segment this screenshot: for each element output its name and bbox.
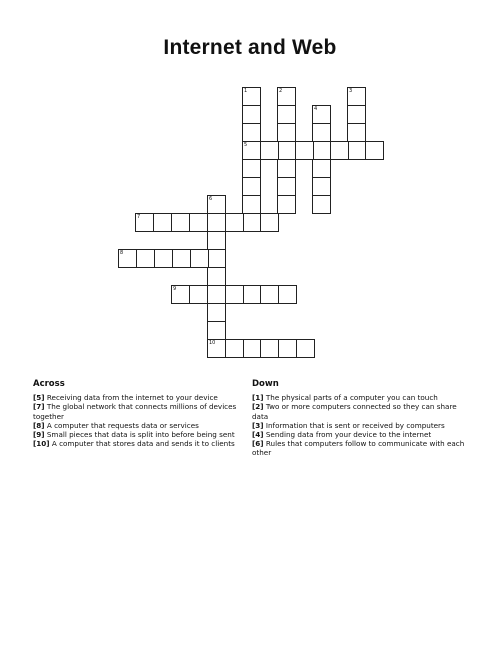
grid-cell[interactable] xyxy=(190,249,209,268)
grid-cell[interactable] xyxy=(260,339,279,358)
clue-number: [1] xyxy=(252,393,264,403)
grid-cell[interactable] xyxy=(207,321,226,340)
grid-cell[interactable] xyxy=(277,105,296,124)
clue-number: [10] xyxy=(33,439,50,449)
clue-number: [7] xyxy=(33,402,45,412)
grid-cell[interactable] xyxy=(278,339,297,358)
grid-cell[interactable] xyxy=(277,123,296,142)
down-clues xyxy=(252,380,467,458)
clue-text: Rules that computers follow to communicate with each other xyxy=(252,439,465,458)
grid-cell[interactable] xyxy=(347,141,366,160)
grid-cell[interactable] xyxy=(277,87,296,106)
grid-cell[interactable] xyxy=(242,159,261,178)
clue-number-label: 10 xyxy=(209,340,216,346)
grid-cell[interactable] xyxy=(172,249,191,268)
grid-cell[interactable] xyxy=(312,141,331,160)
grid-cell[interactable] xyxy=(189,285,208,304)
grid-cell[interactable] xyxy=(207,249,226,268)
grid-cell[interactable] xyxy=(347,105,366,124)
across-clue-8 xyxy=(33,421,238,430)
clue-text: Two or more computers connected so they can share data xyxy=(252,402,457,421)
grid-cell[interactable] xyxy=(153,213,172,232)
grid-cell[interactable] xyxy=(295,141,314,160)
clue-number: [9] xyxy=(33,430,45,440)
across-clue-10 xyxy=(33,439,238,448)
clue-number: [8] xyxy=(33,420,45,430)
grid-cell[interactable] xyxy=(242,87,261,106)
clue-number: [3] xyxy=(252,420,264,430)
down-clue-4 xyxy=(252,430,467,439)
clue-number-label: 3 xyxy=(349,88,353,94)
down-clue-3 xyxy=(252,421,467,430)
clue-text: A computer that stores data and sends it to clients xyxy=(51,439,235,449)
grid-cell[interactable] xyxy=(207,285,226,304)
clue-number: [5] xyxy=(33,393,45,403)
grid-cell[interactable] xyxy=(277,159,296,178)
grid-cell[interactable] xyxy=(135,213,154,232)
grid-cell[interactable] xyxy=(225,339,244,358)
clue-number-label: 1 xyxy=(244,88,248,94)
grid-cell[interactable] xyxy=(347,87,366,106)
across-clues xyxy=(33,380,238,448)
grid-cell[interactable] xyxy=(136,249,155,268)
down-clue-2 xyxy=(252,402,467,420)
clue-number-label: 4 xyxy=(314,106,318,112)
clue-text: Information that is sent or received by computers xyxy=(265,420,445,430)
clue-number-label: 8 xyxy=(120,250,124,256)
grid-cell[interactable] xyxy=(189,213,208,232)
grid-cell[interactable] xyxy=(154,249,173,268)
grid-cell[interactable] xyxy=(296,339,315,358)
grid-cell[interactable] xyxy=(347,123,366,142)
clue-text: A computer that requests data or services xyxy=(46,420,199,430)
grid-cell[interactable] xyxy=(242,213,261,232)
grid-cell[interactable] xyxy=(312,159,331,178)
grid-cell[interactable] xyxy=(225,213,244,232)
grid-cell[interactable] xyxy=(207,231,226,250)
clue-text: The physical parts of a computer you can touch xyxy=(265,393,438,403)
grid-cell[interactable] xyxy=(242,105,261,124)
down-clue-1 xyxy=(252,393,467,402)
grid-cell[interactable] xyxy=(278,285,297,304)
grid-cell[interactable] xyxy=(312,177,331,196)
clue-number-label: 9 xyxy=(173,286,177,292)
grid-cell[interactable] xyxy=(242,177,261,196)
clue-number-label: 6 xyxy=(209,196,213,202)
grid-cell[interactable] xyxy=(207,339,226,358)
clue-number: [4] xyxy=(252,430,264,440)
across-clue-5 xyxy=(33,393,238,402)
grid-cell[interactable] xyxy=(118,249,137,268)
clue-text: Sending data from your device to the internet xyxy=(265,430,432,440)
grid-cell[interactable] xyxy=(312,195,331,214)
grid-cell[interactable] xyxy=(277,195,296,214)
clue-number: [2] xyxy=(252,402,264,412)
down-clue-6 xyxy=(252,439,467,457)
grid-cell[interactable] xyxy=(312,123,331,142)
down-heading: Down xyxy=(252,379,279,389)
grid-cell[interactable] xyxy=(207,267,226,286)
grid-cell[interactable] xyxy=(330,141,349,160)
clue-number-label: 7 xyxy=(137,214,141,220)
across-clue-7 xyxy=(33,402,238,420)
grid-cell[interactable] xyxy=(207,303,226,322)
grid-cell[interactable] xyxy=(312,105,331,124)
clue-number-label: 5 xyxy=(244,142,248,148)
grid-cell[interactable] xyxy=(365,141,384,160)
puzzle-title: Internet and Web xyxy=(163,36,337,59)
grid-cell[interactable] xyxy=(260,213,279,232)
grid-cell[interactable] xyxy=(225,285,244,304)
grid-cell[interactable] xyxy=(171,285,190,304)
grid-cell[interactable] xyxy=(242,195,261,214)
clue-number: [6] xyxy=(252,439,264,449)
grid-cell[interactable] xyxy=(207,195,226,214)
grid-cell[interactable] xyxy=(260,285,279,304)
grid-cell[interactable] xyxy=(242,123,261,142)
grid-cell[interactable] xyxy=(242,141,261,160)
grid-cell[interactable] xyxy=(171,213,190,232)
grid-cell[interactable] xyxy=(277,141,296,160)
clue-text: Small pieces that data is split into before being sent xyxy=(46,430,235,440)
grid-cell[interactable] xyxy=(207,213,226,232)
grid-cell[interactable] xyxy=(260,141,279,160)
clue-number-label: 2 xyxy=(279,88,283,94)
grid-cell[interactable] xyxy=(277,177,296,196)
clue-text: The global network that connects millions of devices together xyxy=(33,402,237,421)
clue-text: Receiving data from the internet to your device xyxy=(46,393,218,403)
across-heading: Across xyxy=(33,379,65,389)
across-clue-9 xyxy=(33,430,238,439)
